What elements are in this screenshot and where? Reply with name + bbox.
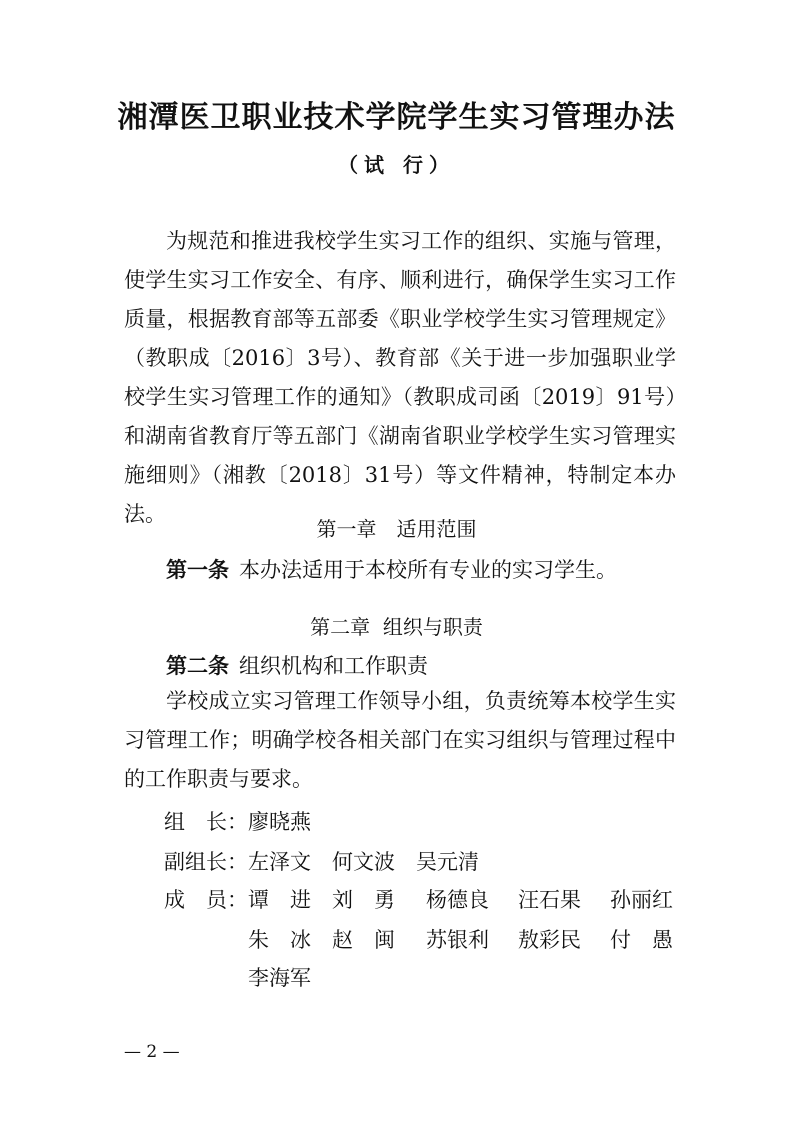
article-2: [124, 650, 676, 682]
member-name: 敖彩民: [518, 928, 581, 952]
article-1-label: 第一条: [166, 558, 229, 582]
article-2-label: 第二条: [166, 654, 229, 678]
deputy-name: 左泽文: [248, 850, 311, 874]
member-name: 谭 进: [248, 888, 311, 912]
member-name: 赵 闽: [332, 928, 395, 952]
members-label: 成 员：: [164, 888, 248, 912]
member-name: 孙丽红: [610, 888, 673, 912]
chapter-1-heading: 第一章 适用范围: [316, 517, 477, 541]
article-1: [124, 554, 676, 586]
chapter-2-heading: 第二章 组织与职责: [310, 615, 483, 639]
document-subtitle: （试 行）: [338, 153, 455, 177]
document-title: 湘潭医卫职业技术学院学生实习管理办法: [117, 100, 676, 135]
intro-paragraph: 为规范和推进我校学生实习工作的组织、实施与管理，使学生实习工作安全、有序、顺利进行，确保学生实习工作质量，根据教育部等五部委《职业学校学生实习管理规定》（教职成〔2016〕3号）、教育部《关于进一步加强职业学校学生实习管理工作的通知》（教职成司函〔2019〕91号）和湖南省教育厅等五部门《湖南省职业学校学生实习管理实施细则》（湘教〔2018〕31号）等文件精神，特制定本办法。: [124, 229, 676, 526]
member-name: 汪石果: [518, 888, 581, 912]
article-1-text: 本办法适用于本校所有专业的实习学生。: [239, 558, 617, 582]
leader-name: 廖晓燕: [248, 810, 311, 834]
deputy-name: 何文波: [332, 850, 395, 874]
page-number: — 2 —: [124, 1042, 180, 1062]
member-name: 李海军: [248, 966, 311, 990]
member-name: 杨德良: [426, 888, 489, 912]
leadership-paragraph: 学校成立实习管理工作领导小组，负责统筹本校学生实习管理工作；明确学校各相关部门在实习组织与管理过程中的工作职责与要求。: [124, 689, 676, 791]
article-2-text: 组织机构和工作职责: [239, 654, 428, 678]
deputy-label: 副组长：: [164, 850, 248, 874]
leader-label: 组 长：: [164, 810, 248, 834]
member-name: 苏银利: [426, 928, 489, 952]
deputy-name: 吴元清: [416, 850, 479, 874]
member-name: 朱 冰: [248, 928, 311, 952]
member-name: 刘 勇: [332, 888, 395, 912]
member-name: 付 愚: [610, 928, 673, 952]
